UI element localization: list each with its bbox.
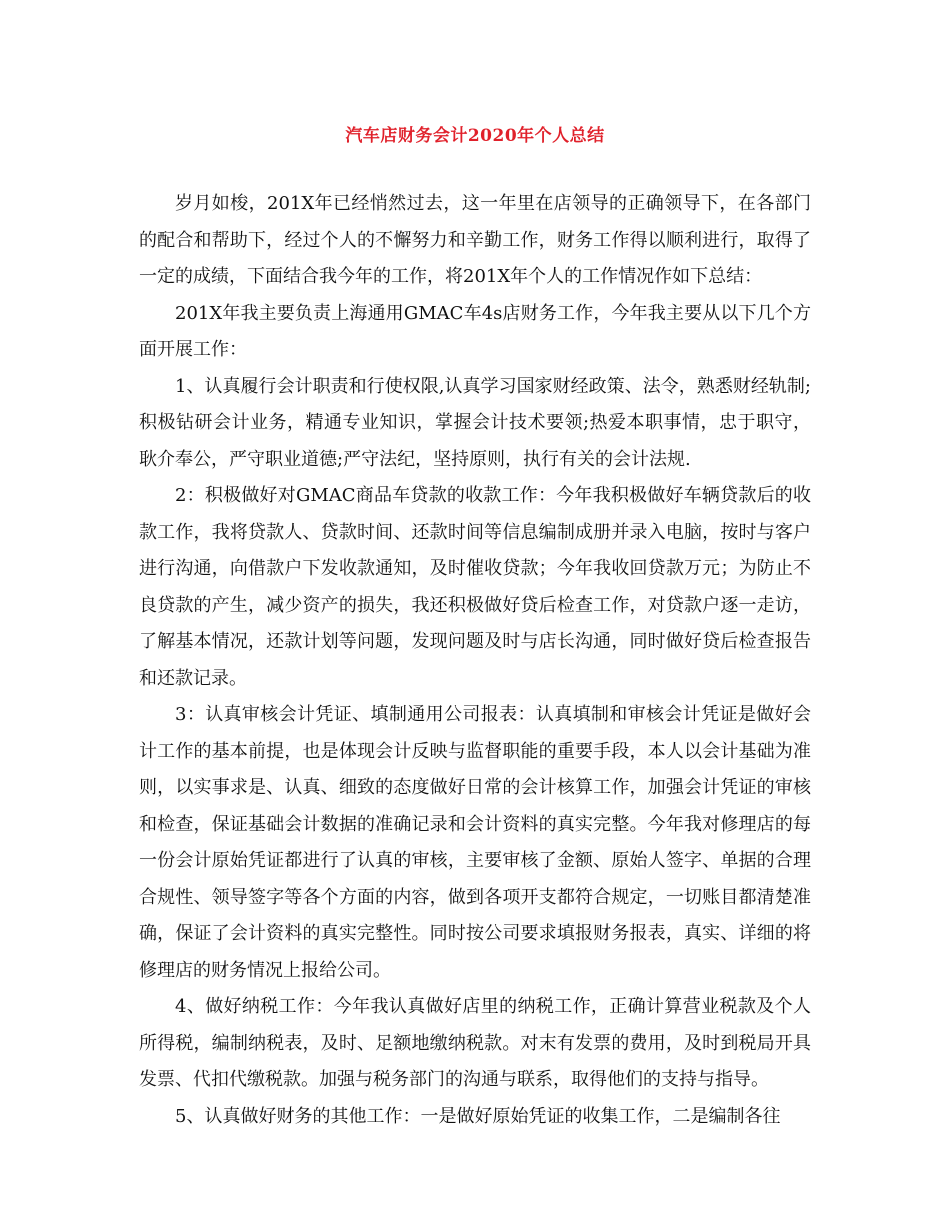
document-title: 汽车店财务会计2020年个人总结: [345, 126, 605, 146]
paragraph-item-2: 2：积极做好对GMAC商品车贷款的收款工作：今年我积极做好车辆贷款后的收款工作，我将贷款人、贷款时间、还款时间等信息编制成册并录入电脑，按时与客户进行沟通，向借款户下发收款通知，及时催收贷款；今年我收回贷款万元；为防止不良贷款的产生，减少资产的损失，我还积极做好贷后检查工作，对贷款户逐一走访，了解基本情况，还款计划等问题，发现问题及时与店长沟通，同时做好贷后检查报告和还款记录。: [139, 485, 811, 689]
paragraph-intro: 岁月如梭，201X年已经悄然过去，这一年里在店领导的正确领导下，在各部门的配合和帮助下，经过个人的不懈努力和辛勤工作，财务工作得以顺利进行，取得了一定的成绩，下面结合我今年的工作，将201X年个人的工作情况作如下总结：: [139, 193, 811, 287]
paragraph-item-5: 5、认真做好财务的其他工作：一是做好原始凭证的收集工作，二是编制各往: [175, 1105, 781, 1127]
paragraph-item-3: 3：认真审核会计凭证、填制通用公司报表：认真填制和审核会计凭证是做好会计工作的基本前提，也是体现会计反映与监督职能的重要手段，本人以会计基础为准则，以实事求是、认真、细致的态度做好日常的会计核算工作，加强会计凭证的审核和检查，保证基础会计数据的准确记录和会计资料的真实完整。今年我对修理店的每一份会计原始凭证都进行了认真的审核，主要审核了金额、原始人签字、单据的合理合规性、领导签字等各个方面的内容，做到各项开支都符合规定，一切账目都清楚准确，保证了会计资料的真实完整性。同时按公司要求填报财务报表，真实、详细的将修理店的财务情况上报给公司。: [139, 704, 811, 981]
paragraph-item-1: 1、认真履行会计职责和行使权限,认真学习国家财经政策、法令，熟悉财经轨制;积极钻研会计业务，精通专业知识，掌握会计技术要领;热爱本职事情，忠于职守，耿介奉公，严守职业道德;严守法纪，坚持原则，执行有关的会计法规.: [139, 375, 811, 470]
paragraph-item-4: 4、做好纳税工作：今年我认真做好店里的纳税工作，正确计算营业税款及个人所得税，编制纳税表，及时、足额地缴纳税款。对末有发票的费用，及时到税局开具发票、代扣代缴税款。加强与税务部门的沟通与联系，取得他们的支持与指导。: [139, 996, 811, 1090]
paragraph-scope: 201X年我主要负责上海通用GMAC车4s店财务工作，今年我主要从以下几个方面开展工作：: [139, 302, 811, 360]
document-body: [139, 186, 811, 1135]
